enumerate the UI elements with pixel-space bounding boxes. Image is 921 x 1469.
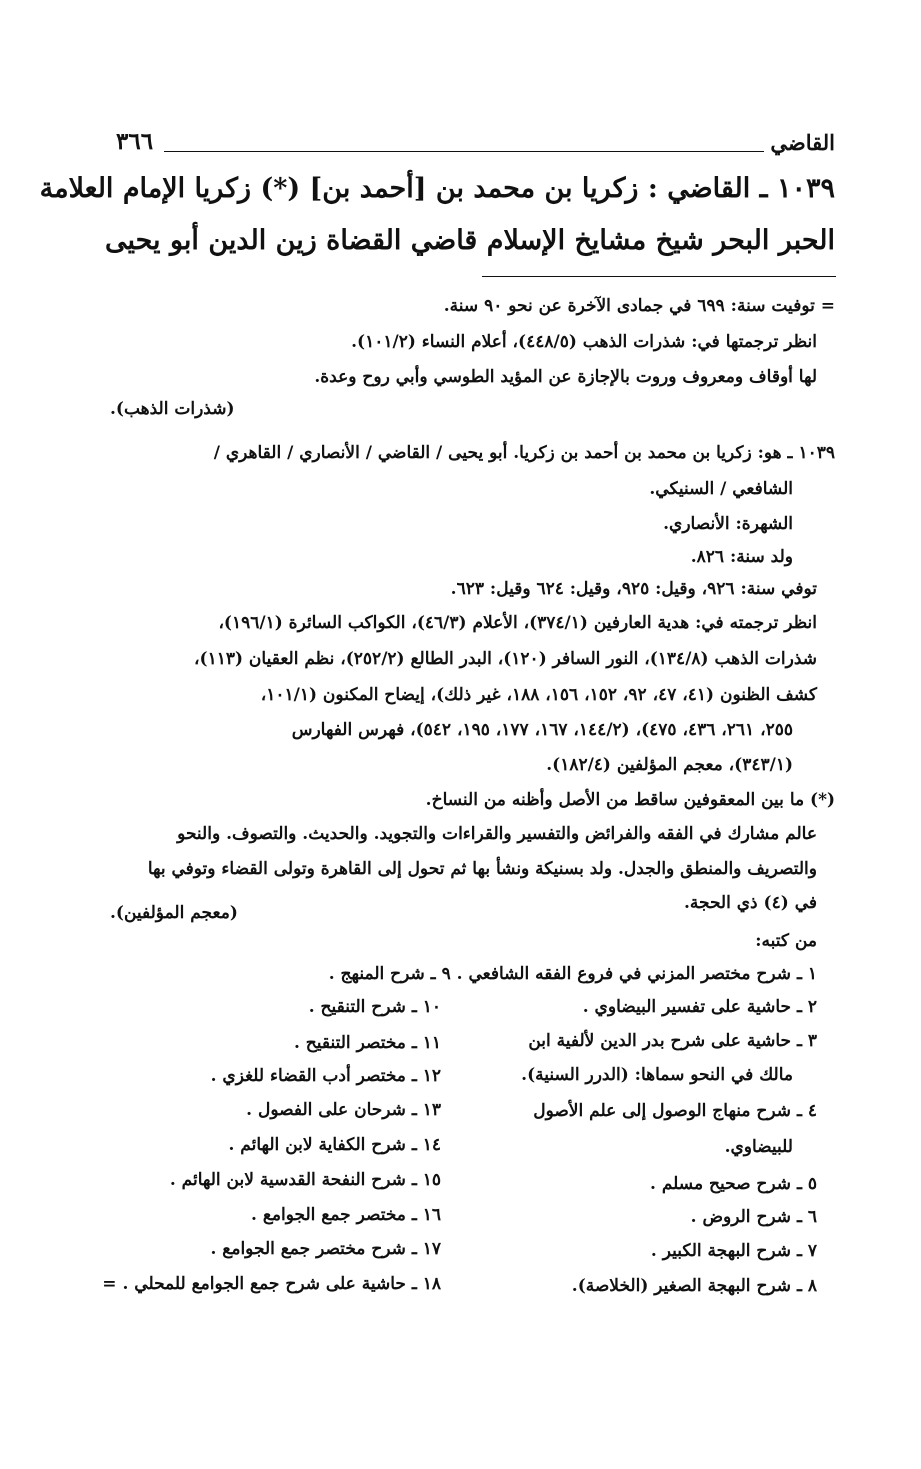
- book-item: ٣ ـ حاشية على شرح بدر الدين لألفية ابن: [528, 1031, 817, 1051]
- book-item: مالك في النحو سماها: (الدرر السنية).: [521, 1065, 793, 1085]
- footnote-line: لها أوقاف ومعروف وروت بالإجازة عن المؤيد الطوسي وأبي روح وعدة.: [314, 367, 817, 387]
- book-item: ٦ ـ شرح الروض .: [690, 1207, 817, 1227]
- note-line: والتصريف والمنطق والجدل. ولد بسنيكة ونشأ بها ثم تحول إلى القاهرة وتولى القضاء وتوفي بها: [147, 859, 817, 879]
- books-heading: من كتبه:: [755, 931, 817, 951]
- book-item: ٧ ـ شرح البهجة الكبير .: [650, 1241, 817, 1261]
- entry-line: الشهرة: الأنصاري.: [663, 514, 793, 534]
- book-item: ١٣ ـ شرحان على الفصول .: [246, 1100, 441, 1120]
- book-item: ٥ ـ شرح صحيح مسلم .: [650, 1174, 817, 1194]
- entry-line: ١٠٣٩ ـ هو: زكريا بن محمد بن أحمد بن زكريا. أبو يحيى / القاضي / الأنصاري / القاهري /: [213, 443, 835, 463]
- entry-line: ٢٥٥، ٢٦١، ٤٣٦، ٤٧٥)، (١٤٤/٢، ١٦٧، ١٧٧، ١٩٥، ٥٤٢)، فهرس الفهارس: [291, 720, 793, 740]
- entry-line: انظر ترجمته في: هدية العارفين (٣٧٤/١)، الأعلام (٤٦/٣)، الكواكب السائرة (١٩٦/١)،: [218, 613, 817, 633]
- book-item: ١ ـ شرح مختصر المزني في فروع الفقه الشافعي . ٩ ـ شرح المنهج .: [328, 964, 817, 984]
- header-rule: [164, 151, 764, 152]
- running-header-title: القاضي: [770, 130, 835, 155]
- entry-line: الشافعي / السنيكي.: [649, 479, 793, 499]
- book-item: ١٠ ـ شرح التنقيح .: [308, 997, 441, 1017]
- book-item: ١٨ ـ حاشية على شرح جمع الجوامع للمحلي . =: [102, 1274, 441, 1294]
- note-line: (*) ما بين المعقوفين ساقط من الأصل وأظنه من النساخ.: [425, 790, 835, 810]
- book-item: ١٦ ـ مختصر جمع الجوامع .: [250, 1205, 441, 1225]
- footnote-line: انظر ترجمتها في: شذرات الذهب (٤٤٨/٥)، أعلام النساء (١٠١/٢).: [351, 332, 817, 352]
- footnote-line: = توفيت سنة: ٦٩٩ في جمادى الآخرة عن نحو ٩٠ سنة.: [443, 296, 835, 316]
- note-line: عالم مشارك في الفقه والفرائض والتفسير والقراءات والتجويد. والحديث. والتصوف. والنحو: [177, 824, 817, 844]
- entry-line: شذرات الذهب (١٣٤/٨)، النور السافر (١٢٠)، البدر الطالع (٢٥٢/٢)، نظم العقيان (١١٣)،: [194, 649, 817, 669]
- book-item: ١١ ـ مختصر التنقيح .: [293, 1033, 441, 1053]
- entry-line: كشف الظنون (٤١، ٤٧، ٩٢، ١٥٢، ١٥٦، ١٨٨، غير ذلك)، إيضاح المكنون (١٠١/١،: [260, 685, 817, 705]
- book-item: ١٥ ـ شرح النفحة القدسية لابن الهائم .: [169, 1170, 441, 1190]
- book-item: ١٢ ـ مختصر أدب القضاء للغزي .: [210, 1066, 441, 1086]
- book-item: ٤ ـ شرح منهاج الوصول إلى علم الأصول: [533, 1101, 817, 1121]
- entry-heading-line-2: الحبر البحر شيخ مشايخ الإسلام قاضي القضاة زين الدين أبو يحيى: [104, 225, 835, 256]
- page-number: ٣٦٦: [116, 128, 154, 155]
- book-item: ٢ ـ حاشية على تفسير البيضاوي .: [582, 997, 817, 1017]
- footnote-rule: [482, 276, 836, 277]
- book-item: ٨ ـ شرح البهجة الصغير (الخلاصة).: [571, 1276, 817, 1296]
- entry-line: توفي سنة: ٩٢٦، وقيل: ٩٢٥، وقيل: ٦٢٤ وقيل: ٦٢٣.: [450, 579, 817, 599]
- note-line: في (٤) ذي الحجة.: [683, 893, 817, 913]
- book-item: ١٧ ـ شرح مختصر جمع الجوامع .: [210, 1239, 441, 1259]
- book-item: ١٤ ـ شرح الكفاية لابن الهائم .: [228, 1135, 441, 1155]
- footnote-source: (شذرات الذهب).: [110, 399, 235, 419]
- entry-line: ولد سنة: ٨٢٦.: [690, 547, 793, 567]
- entry-line: (٣٤٣/١)، معجم المؤلفين (١٨٢/٤).: [546, 755, 793, 775]
- entry-heading-line-1: ١٠٣٩ ـ القاضي : زكريا بن محمد بن [أحمد بن] (*) زكريا الإمام العلامة: [39, 173, 835, 204]
- note-source: (معجم المؤلفين).: [110, 903, 238, 923]
- book-item: للبيضاوي.: [724, 1137, 793, 1157]
